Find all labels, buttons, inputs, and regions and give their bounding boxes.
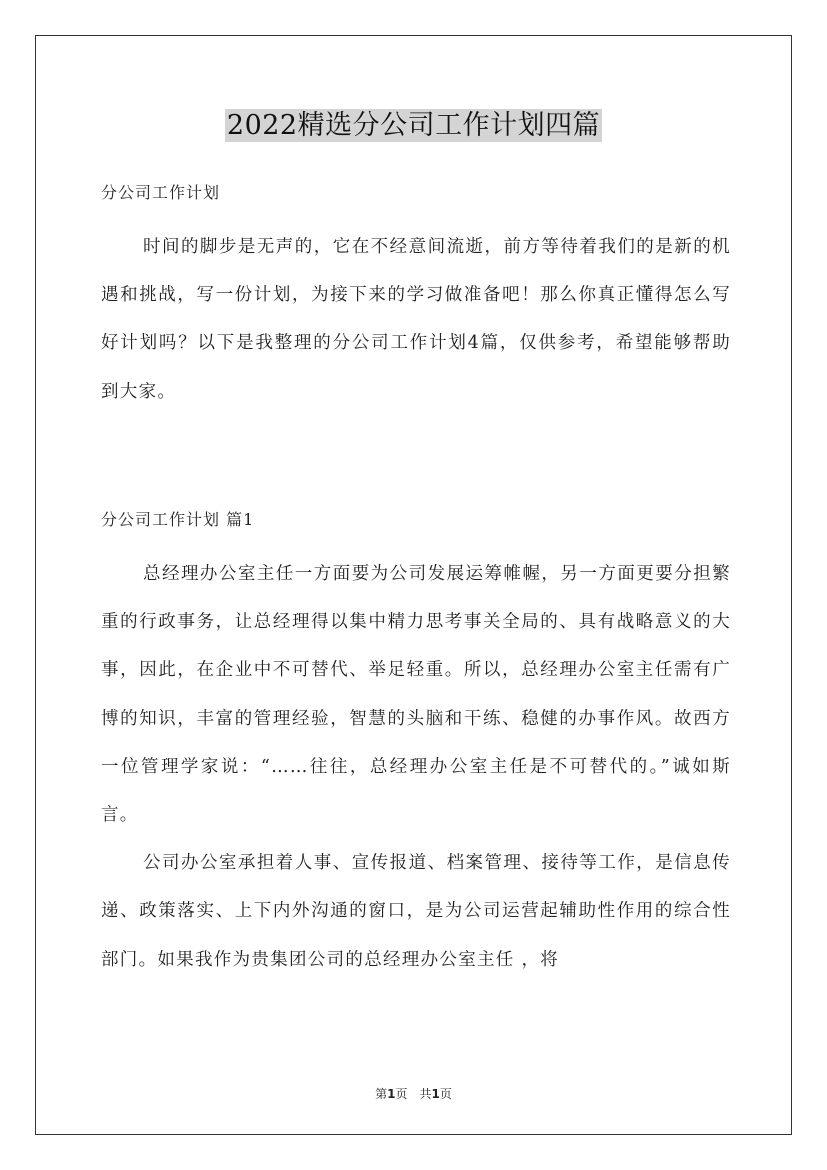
footer-page-prefix: 第 xyxy=(375,1087,388,1101)
section1-paragraph-1: 总经理办公室主任一方面要为公司发展运筹帷幄，另一方面更要分担繁重的行政事务，让总经理得以集中精力思考事关全局的、具有战略意义的大事，因此，在企业中不可替代、举足轻重。所以，总经理办公室主任需有广博的知识，丰富的管理经验，智慧的头脑和干练、稳健的办事作风。故西方一位管理学家说：“……往往，总经理办公室主任是不可替代的。”诚如斯言。 xyxy=(101,564,731,826)
intro-heading: 分公司工作计划 xyxy=(101,183,221,202)
intro-paragraph: 时间的脚步是无声的，它在不经意间流逝，前方等待着我们的是新的机遇和挑战，写一份计划，为接下来的学习做准备吧！那么你真正懂得怎么写好计划吗？以下是我整理的分公司工作计划4篇，仅供参考，希望能够帮助到大家。 xyxy=(101,237,731,402)
footer-page-total: 1 xyxy=(431,1087,440,1101)
footer-page-suffix: 页 xyxy=(395,1087,408,1101)
document-title xyxy=(0,103,827,142)
page-footer xyxy=(0,1085,827,1102)
footer-total-suffix: 页 xyxy=(439,1087,452,1101)
section1-header xyxy=(101,510,731,530)
footer-page-current: 1 xyxy=(387,1087,396,1101)
section1-body xyxy=(101,550,731,984)
section1-paragraph-2: 公司办公室承担着人事、宣传报道、档案管理、接待等工作，是信息传递、政策落实、上下内外沟通的窗口，是为公司运营起辅助性作用的综合性部门。如果我作为贵集团公司的总经理办公室主任 ，将 xyxy=(101,853,731,970)
section1-heading: 分公司工作计划 篇1 xyxy=(101,510,255,529)
intro-section xyxy=(101,183,731,203)
document-title-text: 2022精选分公司工作计划四篇 xyxy=(226,110,601,141)
footer-total-prefix: 共 xyxy=(419,1087,432,1101)
intro-body xyxy=(101,223,731,416)
